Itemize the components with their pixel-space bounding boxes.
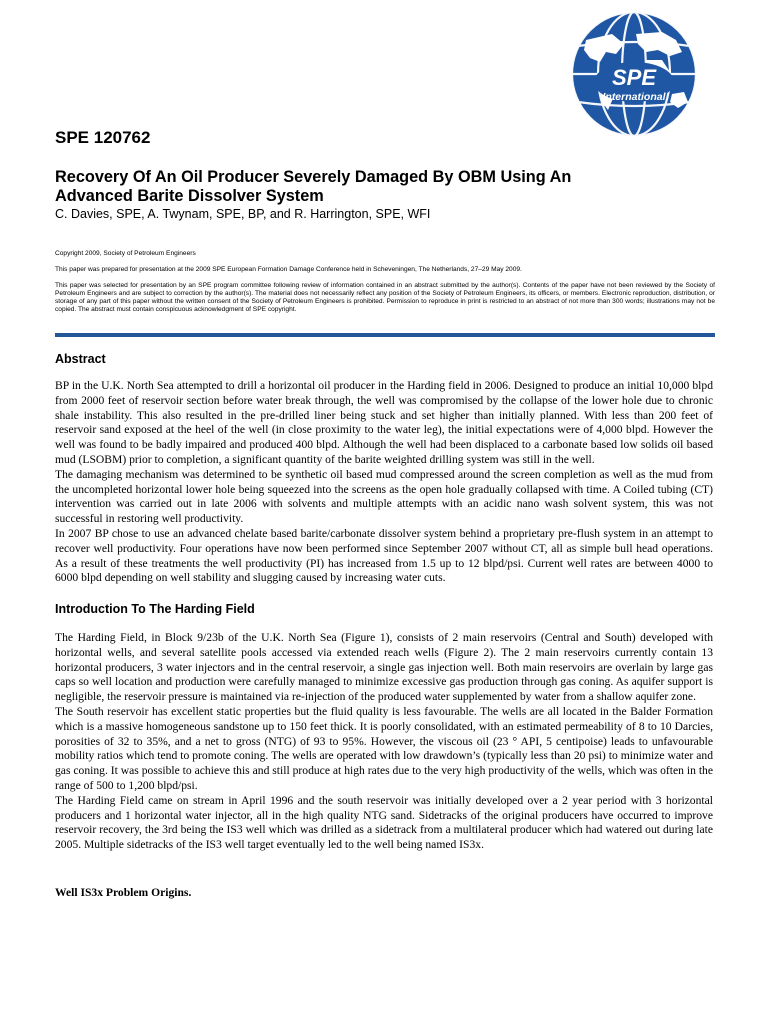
- abstract-heading: Abstract: [55, 352, 106, 366]
- well-section-heading: Well IS3x Problem Origins.: [55, 886, 192, 899]
- conference-line: This paper was prepared for presentation at the 2009 SPE European Formation Damage Conference held in Scheveningen, The Netherlands, 27–29 May 2009.: [55, 266, 522, 273]
- abstract-paragraph: The damaging mechanism was determined to be synthetic oil based mud compressed around the screen completion as well as the mud from the uncompleted horizontal lower hole being squeezed into the screens as the open hole gradually collapsed with time. A Coiled tubing (CT) intervention was carried out in late 2006 with solvents and multiple attempts with an acidic nano wash solvent system, this was not successful in restoring well productivity.: [55, 467, 713, 526]
- introduction-heading: Introduction To The Harding Field: [55, 602, 255, 616]
- spe-international-logo: [550, 10, 718, 140]
- paper-id: SPE 120762: [55, 128, 151, 147]
- logo-main-text: SPE: [611, 65, 657, 90]
- paper-title: [55, 168, 695, 206]
- copyright-block: [55, 250, 715, 322]
- title-line: Recovery Of An Oil Producer Severely Damaged By OBM Using An: [55, 168, 572, 186]
- introduction-paragraph: The Harding Field came on stream in April 1996 and the south reservoir was initially developed over a 2 year period with 3 horizontal producers and 1 horizontal water injector, all in the high quality NTG sand. Sidetracks of the original producers have occurred to improve reservoir recovery, the 3rd being the IS3 well which was drilled as a sidetrack from a multilateral producer which had watered out during late 2005. Multiple sidetracks of the IS3 well target eventually led to the well being named IS3x.: [55, 793, 713, 852]
- logo-sub-text: International: [602, 91, 666, 103]
- title-line: Advanced Barite Dissolver System: [55, 187, 324, 205]
- author-list: C. Davies, SPE, A. Twynam, SPE, BP, and R. Harrington, SPE, WFI: [55, 207, 431, 221]
- abstract-paragraph: In 2007 BP chose to use an advanced chelate based barite/carbonate dissolver system behind a proprietary pre-flush system in an attempt to recover well productivity. Four operations have now been performed since September 2007 without CT, all as simple bull head operations. As a result of these treatments the well productivity (PI) has increased from 1.5 up to 12 blpd/psi. Current well rates are between 4000 to 6000 blpd depending on well stability and slugging caused by increasing water cuts.: [55, 526, 713, 585]
- introduction-body: [55, 631, 713, 853]
- introduction-paragraph: The South reservoir has excellent static properties but the fluid quality is less favourable. The wells are all located in the Balder Formation which is a massive homogeneous sandstone up to 150 feet thick. It is poorly consolidated, with an estimated permeability of 8 to 10 Darcies, porosities of 32 to 35%, and a net to gross (NTG) of 93 to 95%. However, the viscous oil (23 ° API, 5 centipoise) leads to unfavourable mobility ratios which tend to promote coning. The wells are operated with low drawdown’s (typically less than 20 psi) to minimize water and gas coning. It was possible to achieve this and still produce at high rates due to the very high productivity of the wells, which was often in the range of 500 to 1,200 blpd/psi.: [55, 704, 713, 792]
- introduction-paragraph: The Harding Field, in Block 9/23b of the U.K. North Sea (Figure 1), consists of 2 main reservoirs (Central and South) developed with horizontal wells, and several satellite pools accessed via extended reach wells (Figure 2). The 2 main reservoirs currently contain 13 horizontal producers, 3 water injectors and in the central reservoir, a single gas injection well. Both main reservoirs are overlain by large gas caps so well location and production were carefully managed to minimize excessive gas production through gas coning. As aquifer support is negligible, the reservoir pressure is maintained via re-injection of the produced water supplemented by water from a shallow aquifer zone.: [55, 631, 713, 704]
- abstract-body: [55, 379, 713, 586]
- copyright-line: Copyright 2009, Society of Petroleum Engineers: [55, 250, 196, 257]
- section-divider: [55, 333, 715, 337]
- permission-statement: This paper was selected for presentation by an SPE program committee following review of information contained in an abstract submitted by the author(s). Contents of the paper have not been reviewed by the Society of Petroleum Engineers and are subject to correction by the author(s). The material does not necessarily reflect any position of the Society of Petroleum Engineers, its officers, or members. Electronic reproduction, distribution, or storage of any part of this paper without the written consent of the Society of Petroleum Engineers is prohibited. Permission to reproduce in print is restricted to an abstract of not more than 300 words; illustrations may not be copied. The abstract must contain conspicuous acknowledgment of SPE copyright.: [55, 282, 715, 313]
- abstract-paragraph: BP in the U.K. North Sea attempted to drill a horizontal oil producer in the Harding field in 2006. Designed to produce an initial 10,000 blpd from 2000 feet of reservoir section before water break through, the well was compromised by the collapse of the lower hole due to chronic shale instability. This also resulted in the pre-drilled liner being stuck and set higher than initially planned. With less than 200 feet of reservoir sand exposed at the heel of the well (in close proximity to the water leg), the initial expectations were of 4,000 blpd. However the well was found to be badly impaired and produced 400 blpd. Although the well had been displaced to a carbonate based low solids oil based mud (LSOBM) prior to completion, a significant quantity of the barite weighted drilling system was still in the well.: [55, 379, 713, 466]
